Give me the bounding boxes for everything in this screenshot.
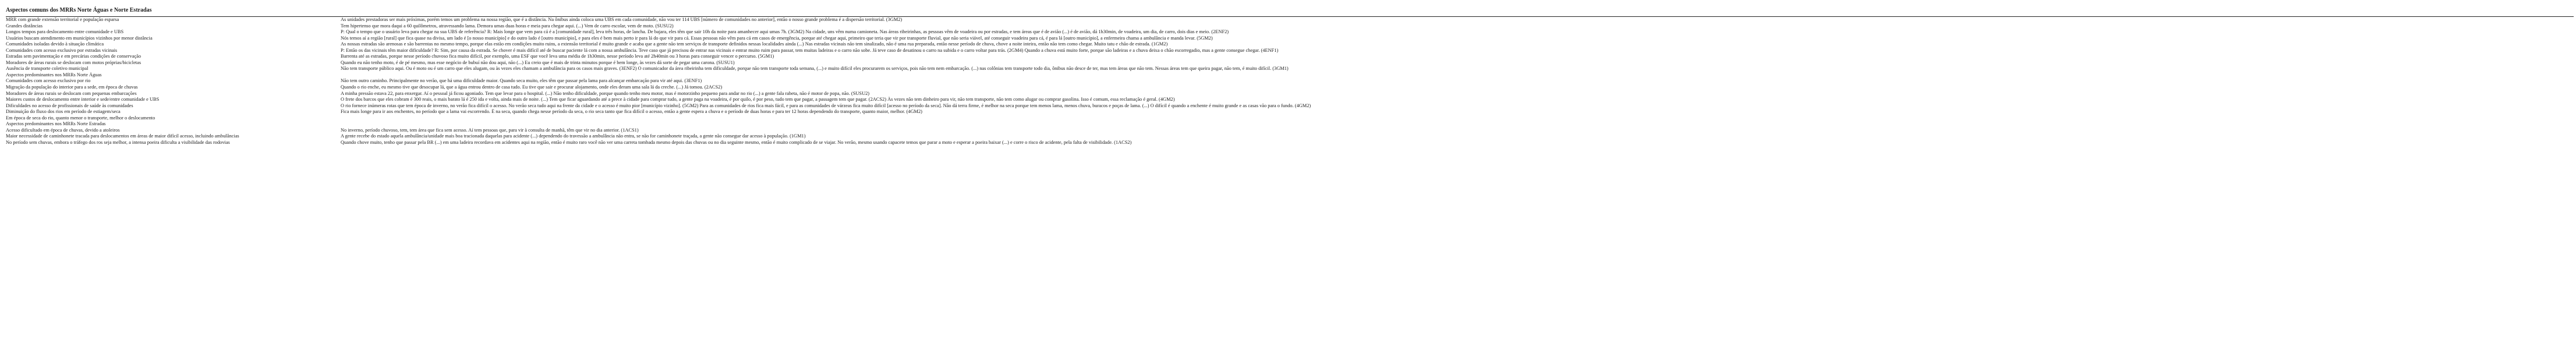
aspect-cell: No período sem chuvas, embora o tráfego dos ros seja melhor, a intensa poeira dificulta a visibilidade das rodovias xyxy=(6,139,230,145)
quote-cell: As nossas estradas são arenosas e são barrentas no mesmo tempo, porque elas estão em condições muito ruins, a extensão territorial é muito grande e acaba que a gente não tem serviços de transporte definidos nessas localidades ainda (...) Nas estradas vicinais não tem sinalizado, não é uma rua preparada, então nesse período de chuva, chove a noite inteira, então não tem como chegar. Muito tatu e chão de estrada. (1GM2) xyxy=(341,41,1168,47)
quote-cell: As unidades prestadoras ser mais próximas, porém temos um problema na nossa região, que é a distância. Na ônibus ainda coloca uma UBS em cada comunidade, não vou ter 114 UBS [número de comunidades no anterior], então o nosso grande problema é a dispersão territorial. (3GM2) xyxy=(341,17,903,22)
aspect-cell: Moradores de áreas rurais se deslocam com motos próprias/bicicletas xyxy=(6,59,141,65)
table-row xyxy=(6,66,2574,72)
quote-cell: O frete dos barcos que eles cobram é 300 reais, o mais barato lá é 250 ida e volta, ainda mais de noite. (...) Tem que ficar aguardando até a prece à cidade para comprar tudo, a gente paga na voadeira, é por quilo, é por peso, tudo tem que pagar, a passagem tem que pagar. (2ACS2) Às vezes não tem dinheiro para vir, não tem transporte, não tem como alugar ou comprar gasolina. Isso é comum, essa reclamação é geral. (4GM2) xyxy=(341,97,1175,102)
table-row xyxy=(6,103,2574,109)
aspect-cell: Migração da população do interior para a sede, em época de chuvas xyxy=(6,84,138,90)
quote-cell: O rio fornece inúmeras rotas que tem época de inverno, no verão fica difícil o acesso. No verão seca tudo aqui na frente da cidade e o acesso é muito pior [município vizinho]. (5GM2) Para as comunidades de rios fica mais fácil, e para as comunidades de várzeas fica muito difícil [acesso no período da seca]. Não dá terra firme, é melhor na seca porque tem menos lama, menos chuva, buracos e poças de lama. (...) O difícil é quando a enchente é muito grande e as casas vão para o fundo. (4GM2) xyxy=(341,102,1311,108)
aspects-table xyxy=(6,17,2574,146)
quote-cell: Quando eu não tenho moto, é de pé mesmo, mas esse negócio de bubuí não dou aqui, não (...) Eu creio que é mais de trinta minutos porque é bem longe, às vezes dá sorte de pegar uma carona. (SUSU1) xyxy=(341,59,735,65)
aspect-cell: Em época de seca do rio, quanto menor o transporte, melhor o deslocamento xyxy=(6,115,155,121)
aspect-cell: Comunidades com acesso exclusivo por rio xyxy=(6,78,91,84)
aspect-cell: Estradas sem pavimentação e em precárias condições de conservação xyxy=(6,54,141,59)
quote-cell: Quando chove muito, tenho que passar pela BR (...) em uma ladeira recordava em acidentes aqui na região, então é muito raro você não ver uma carreta tombada mesmo depois das chuvas ou no dia seguinte mesmo, então é muito complicado de se viajar. No verão, mesmo usando capacete temos que parar a moto e esperar a poeira baixar (...) e corre o risco de acidente, pela falta de visibilidade. (1ACS2) xyxy=(341,139,1132,145)
aspect-cell: Maiores custos de deslocamento entre interior e sede/entre comunidade e UBS xyxy=(6,97,160,102)
table-row xyxy=(6,128,2574,134)
aspects-table-body xyxy=(6,17,2574,146)
table-title: Aspectos comuns dos MRRs Norte Águas e Norte Estradas xyxy=(6,7,152,13)
table-row xyxy=(6,84,2574,91)
quote-cell xyxy=(341,121,2574,128)
table-row xyxy=(6,41,2574,48)
table-row xyxy=(6,23,2574,30)
quote-cell: Não tem transporte público aqui. Ou é moto ou é um carro que eles alugam, ou às vezes eles chamam a ambulância para os casos mais graves. (3ENF2) O comunicador da área ribeirinha tem dificuldade, porque não tem transporte toda semana, (...) e muito difícil eles procurarem os serviços, pois não tem nem embarcação. (...) nas colônias tem transporte todo dia, ônibus não desce de ter, mas tem áreas que não tem. Nessas áreas tem que queira pagar, não tem, é muito difícil. (3GM1) xyxy=(341,66,1289,72)
quote-cell: Nós temos aí a região [rural] que fica quase na divisa, um lado é [o nosso município] e do outro lado é [outro município], e para eles é bem mais perto ir para lá do que vir para cá. Essas pessoas não vêm para cá em casos de emergência, porque até chegar aqui, primeiro que teria que vir por transporte fluvial, que não seria viável, até conseguir voadeira para cá, é para lá [outro município], a enfermeira chama a ambulância e manda levar. (5GM2) xyxy=(341,35,1213,41)
quote-cell: Não tem outro caminho. Principalmente no verão, que há uma dificuldade maior. Quando seca muito, eles têm que passar pela lama para alcançar embarcação para vir até aqui. (3ENF1) xyxy=(341,78,702,84)
table-row xyxy=(6,48,2574,54)
table-row xyxy=(6,133,2574,140)
table-row xyxy=(6,109,2574,115)
quote-cell xyxy=(341,115,2574,122)
quote-cell: P: Qual o tempo que o usuário leva para chegar na sua UBS de referência? R: Mais longe que vem para cá é a [comunidade rural], leva três horas, de lancha. De bajara, eles têm que sair 10h da noite para amanhecer aqui umas 7h. (3GM2) Na cidade, uns vêm numa camioneta. Nas áreas ribeirinhas, as pessoas vêm de voadeira ou por estradas, e tem áreas que é de avião (...) é de avião, dá 1h30min, de voadeira, um dia, de carro, dois dias e meio. (2ENF2) xyxy=(341,29,1229,35)
aspect-cell: Dificuldades no acesso de profissionais de saúde às comunidades xyxy=(6,102,133,108)
table-row xyxy=(6,54,2574,60)
aspect-cell: MRR com grande extensão territorial e população esparsa xyxy=(6,17,119,22)
aspect-cell: Diminuição do fluxo dos rios em período de estiagem/seca xyxy=(6,109,121,115)
table-row xyxy=(6,121,2574,128)
aspect-cell: Comunidades com acesso exclusivo por estradas vicinais xyxy=(6,47,118,53)
quote-cell: Tem hipertenso que mora daqui a 60 quilômetros, atravessando lama. Demora umas duas horas e meia para chegar aqui. (...) Vem de carro escolar, vem de moto. (SUSU2) xyxy=(341,23,674,29)
table-row xyxy=(6,97,2574,103)
aspect-cell: Aspectos predominantes nos MRRs Norte Estradas xyxy=(6,121,106,127)
table-row xyxy=(6,115,2574,122)
quote-cell: Quando o rio enche, eu mesmo tive que desocupar lá, que a água entrou dentro de casa tudo. Eu tive que sair e procurar alojamento, onde eles deram uma sala lá da creche. (...) Já tomou. (2ACS2) xyxy=(341,84,723,90)
table-row xyxy=(6,17,2574,23)
quote-cell: A gente recebe do estado aquela ambulância/unidade mais boa tracionada daquelas para acidente (...) dependendo do travessão a ambulância não entra, se não for caminhonete traçada, a gente não consegue dar acesso à população. (1GM1) xyxy=(341,133,806,139)
aspect-cell: Aspectos predominantes nos MRRs Norte Águas xyxy=(6,72,102,77)
aspect-cell: Maior necessidade de caminhonete tracada para deslocamentos em áreas de maior difícil acesso, incluindo ambulâncias xyxy=(6,133,239,139)
quote-cell: Fica mais longe para ir aos enchentes, no período que a lama vai escorrendo. É na seca, quando chega nesse período da seca, o rio seca tanto que fica difícil o acesso, então a gente espera a chuva e o período de duas horas e para ter 12 horas dependendo do transporte, quanto maior, melhor. (4GM2) xyxy=(341,109,922,115)
quote-cell: P: Então os das vicinais têm maior dificuldade? R: Sim, por causa da estrada. Se chover é mais difícil até de buscar paciente lá com a nossa ambulância. Teve caso que já precisou de entrar nas vicinais e entrar muito ruim para passar, tem muitas ladeiras e o carro não sobe. Já teve caso de desatinou o carro na subida e o carro voltar para trás. (2GM4) Quando a chuva está muito forte, porque são ladeiras e a chuva deixa o chão escorregadio, mas a gente consegue chegar. (4ENF1) xyxy=(341,47,1279,53)
quote-cell xyxy=(341,72,2574,79)
aspect-cell: Usuários buscam atendimento em municípios vizinhos por menor distância xyxy=(6,35,153,41)
aspect-cell: Moradores de áreas rurais se deslocam com pequenas embarcações xyxy=(6,90,137,96)
aspect-cell: Comunidades isoladas devido à situação climática xyxy=(6,41,104,47)
table-row xyxy=(6,140,2574,146)
table-row xyxy=(6,91,2574,97)
aspect-cell: Ausência de transporte coletivo municipal xyxy=(6,66,89,72)
table-row xyxy=(6,72,2574,79)
table-row xyxy=(6,78,2574,84)
table-row xyxy=(6,29,2574,36)
aspect-cell: Acesso dificultado em época de chuvas, devido a atoleiros xyxy=(6,127,120,133)
aspect-cell: Longos tempos para deslocamento entre comunidade e UBS xyxy=(6,29,124,35)
quote-cell: Barrenta até as estradas, porque nesse período chuvoso fica muito difícil, por exemplo, uma ESF que você leva uma média de 1h30min, nesse período leva até 2h40min ou 3 horas para conseguir vencer o percurso. (5GM1) xyxy=(341,54,774,59)
table-row xyxy=(6,60,2574,66)
table-row xyxy=(6,36,2574,42)
aspect-cell: Grandes distâncias xyxy=(6,23,43,29)
quote-cell: No inverno, período chuvoso, tem, tem área que fica sem acesso. Aí tem pessoas que, para vir à consulta de manhã, têm que vir no dia anterior. (1ACS1) xyxy=(341,127,639,133)
quote-cell: A minha pressão estava 22, para enxergar. Aí o pessoal já ficou agoniado. Tem que levar para o hospital. (...) Não tenho dificuldade, porque quando tenho meu motor, mas é motorzinho pequeno para andar no rio (...) a gente fala rabeta, não é motor de popa, não. (SUSU2) xyxy=(341,90,870,96)
